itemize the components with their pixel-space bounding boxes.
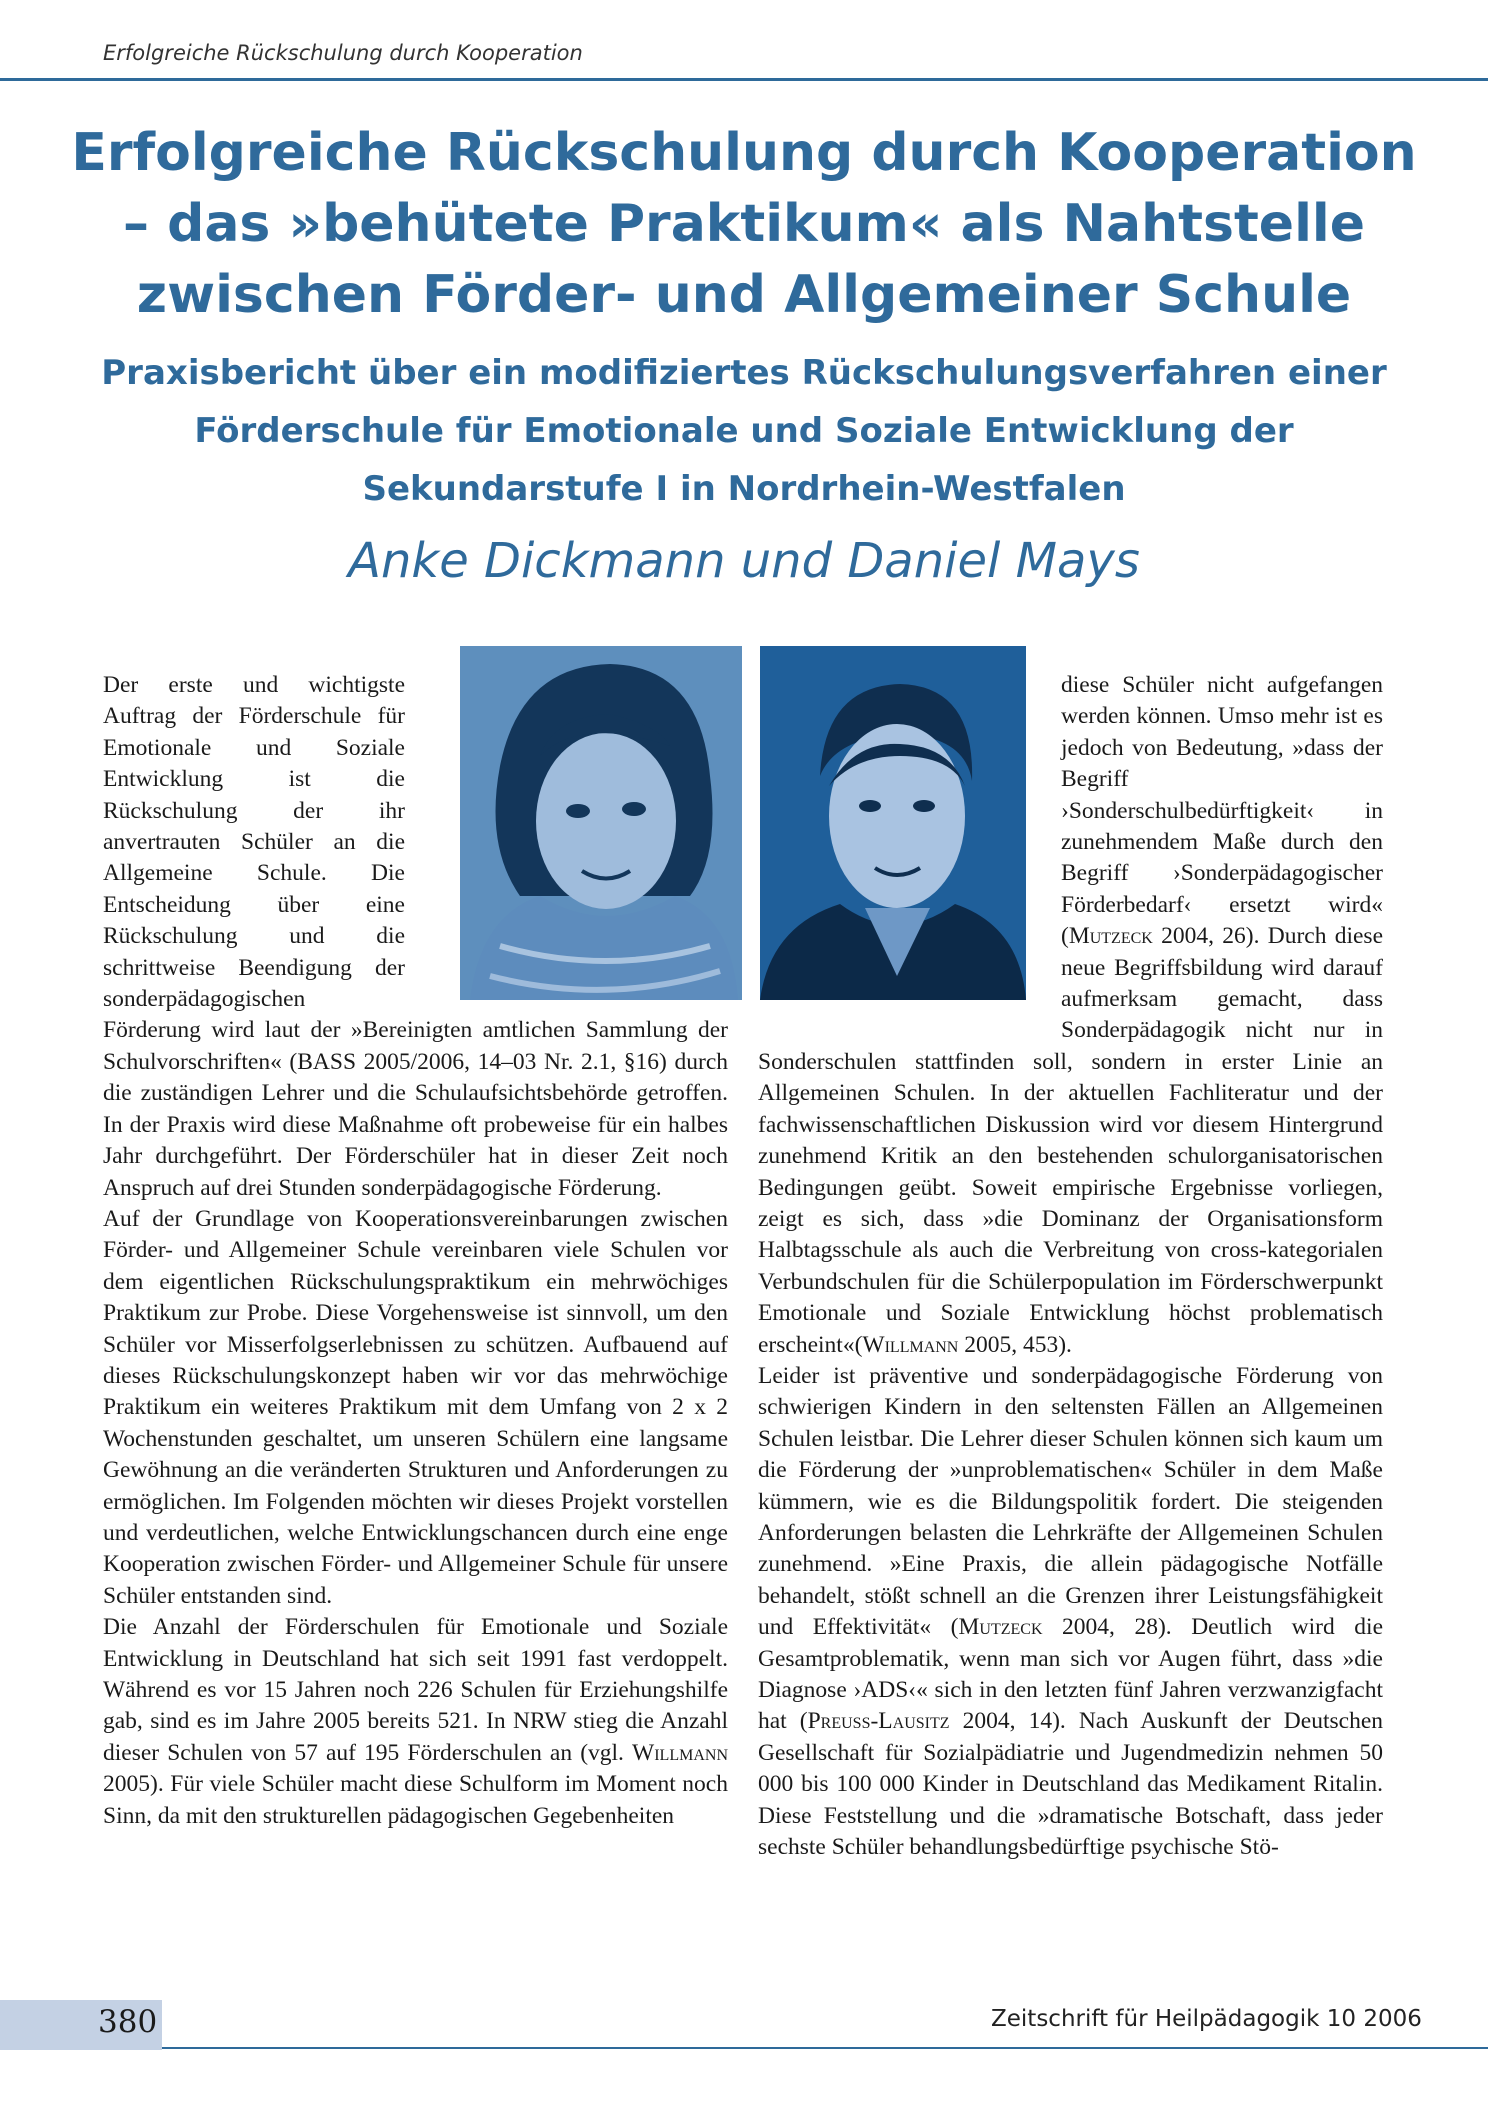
citation-author: Mutzeck bbox=[958, 1614, 1043, 1641]
citation-author: Willmann bbox=[862, 1331, 959, 1358]
running-head: Erfolgreiche Rückschulung durch Kooperation bbox=[103, 41, 583, 65]
article-title: Erfolgreiche Rückschulung durch Kooperation – das »behütete Praktikum« als Nahtstelle zwischen Förder- und Allgemeiner Schule bbox=[71, 123, 1417, 325]
body-column-right bbox=[758, 670, 1383, 1863]
paragraph: Leider ist präventive und sonderpädagogische Förderung von schwierigen Kindern in den seltensten Fällen an Allgemeinen Schulen leistbar. Die Lehrer dieser Schulen können sich kaum um die Förderung der »unproblematischen« Schüler in dem Maße kümmern, wie es die Bildungspolitik fordert. Die steigenden Anforderungen belasten die Lehrkräfte der Allgemeinen Schulen zunehmend. »Eine Praxis, die allein pädagogische Notfälle behandelt, stößt schnell an die Grenzen ihrer Leistungsfähigkeit und Effektivität« (Mutzeck 2004, 28). Deutlich wird die Gesamtproblematik, wenn man sich vor Augen führt, dass »die Diagnose ›ADS‹« sich in den letzten fünf Jahren verzwanzigfacht hat (Preuss-Lausitz 2004, 14). Nach Auskunft der Deutschen Gesellschaft für Sozialpädiatrie und Jugendmedizin nehmen 50 000 bis 100 000 Kinder in Deutschland das Medikament Ritalin. Diese Feststellung und die »dramatische Botschaft, dass jeder sechste Schüler behandlungsbedürftige psychische Stö- bbox=[758, 1362, 1383, 1861]
journal-name: Zeitschrift für Heilpädagogik 10 2006 bbox=[991, 2006, 1422, 2032]
page-number: 380 bbox=[98, 2004, 158, 2040]
paragraph: Der erste und wichtigste Auftrag der Förderschule für Emotionale und Soziale Entwicklung ist die Rückschulung der ihr anvertrauten Schüler an die Allgemeine Schule. Die Entscheidung über eine Rückschulung und die schrittweise Beendigung der sonderpädagogischen Förderung wird laut der »Bereinigten amtlichen Sammlung der Schulvorschriften« (BASS 2005/2006, 14–03 Nr. 2.1, §16) durch die zuständigen Lehrer und die Schulaufsichtsbehörde getroffen. In der Praxis wird diese Maßnahme oft probeweise für ein halbes Jahr durchgeführt. Der Förderschüler hat in dieser Zeit noch Anspruch auf drei Stunden sonderpädagogische Förderung. bbox=[103, 672, 728, 1201]
citation-author: Willmann bbox=[632, 1739, 728, 1766]
header-rule bbox=[0, 78, 1488, 81]
citation-author: Preuss-Lausitz bbox=[807, 1708, 950, 1735]
article-subtitle: Praxisbericht über ein modifiziertes Rückschulungsverfahren einer Förderschule für Emotionale und Soziale Entwicklung der Sekundarstufe I in Nordrhein-Westfalen bbox=[101, 353, 1387, 509]
paragraph: Die Anzahl der Förderschulen für Emotionale und Soziale Entwicklung in Deutschland hat sich seit 1991 fast verdoppelt. Während es vor 15 Jahren noch 226 Schulen für Erziehungshilfe gab, sind es im Jahre 2005 bereits 521. In NRW stieg die Anzahl dieser Schulen von 57 auf 195 Förderschulen an (vgl. Willmann 2005). Für viele Schüler macht diese Schulform im Moment noch Sinn, da mit den strukturellen pädagogischen Gegebenheiten bbox=[103, 1614, 728, 1829]
body-column-left bbox=[103, 670, 728, 1832]
footer-rule bbox=[162, 2047, 1488, 2049]
paragraph: Auf der Grundlage von Kooperationsvereinbarungen zwischen Förder- und Allgemeiner Schule vereinbaren viele Schulen vor dem eigentlichen Rückschulungspraktikum ein mehrwöchiges Praktikum zur Probe. Diese Vorgehensweise ist sinnvoll, um den Schüler vor Misserfolgserlebnissen zu schützen. Aufbauend auf dieses Rückschulungskonzept haben wir vor das mehrwöchige Praktikum ein weiteres Praktikum mit dem Umfang von 2 x 2 Wochenstunden geschaltet, um unseren Schülern eine langsame Gewöhnung an die veränderten Strukturen und Anforderungen zu ermöglichen. Im Folgenden möchten wir dieses Projekt vorstellen und verdeutlichen, welche Entwicklungschancen durch eine enge Kooperation zwischen Förder- und Allgemeiner Schule für unsere Schüler entstanden sind. bbox=[103, 1205, 728, 1609]
citation-author: Mutzeck bbox=[1068, 923, 1153, 950]
paragraph: diese Schüler nicht aufgefangen werden können. Umso mehr ist es jedoch von Bedeutung, »dass der Begriff ›Sonderschulbedürftigkeit‹ in zunehmendem Maße durch den Begriff ›Sonderpädagogischer Förderbedarf‹ ersetzt wird« (Mutzeck 2004, 26). Durch diese neue Begriffsbildung wird darauf aufmerksam gemacht, dass Sonderpädagogik nicht nur in Sonderschulen stattfinden soll, sondern in erster Linie an Allgemeinen Schulen. In der aktuellen Fachliteratur und der fachwissenschaftlichen Diskussion wird vor diesem Hintergrund zunehmend Kritik an den bestehenden schulorganisatorischen Bedingungen geübt. Soweit empirische Ergebnisse vorliegen, zeigt es sich, dass »die Dominanz der Organisationsform Halbtagsschule als auch die Verbreitung von cross-kategorialen Verbundschulen für die Schülerpopulation im Förderschwerpunkt Emotionale und Soziale Entwicklung höchst problematisch erscheint«(Willmann 2005, 453). bbox=[758, 672, 1384, 1358]
article-authors: Anke Dickmann und Daniel Mays bbox=[348, 533, 1140, 589]
